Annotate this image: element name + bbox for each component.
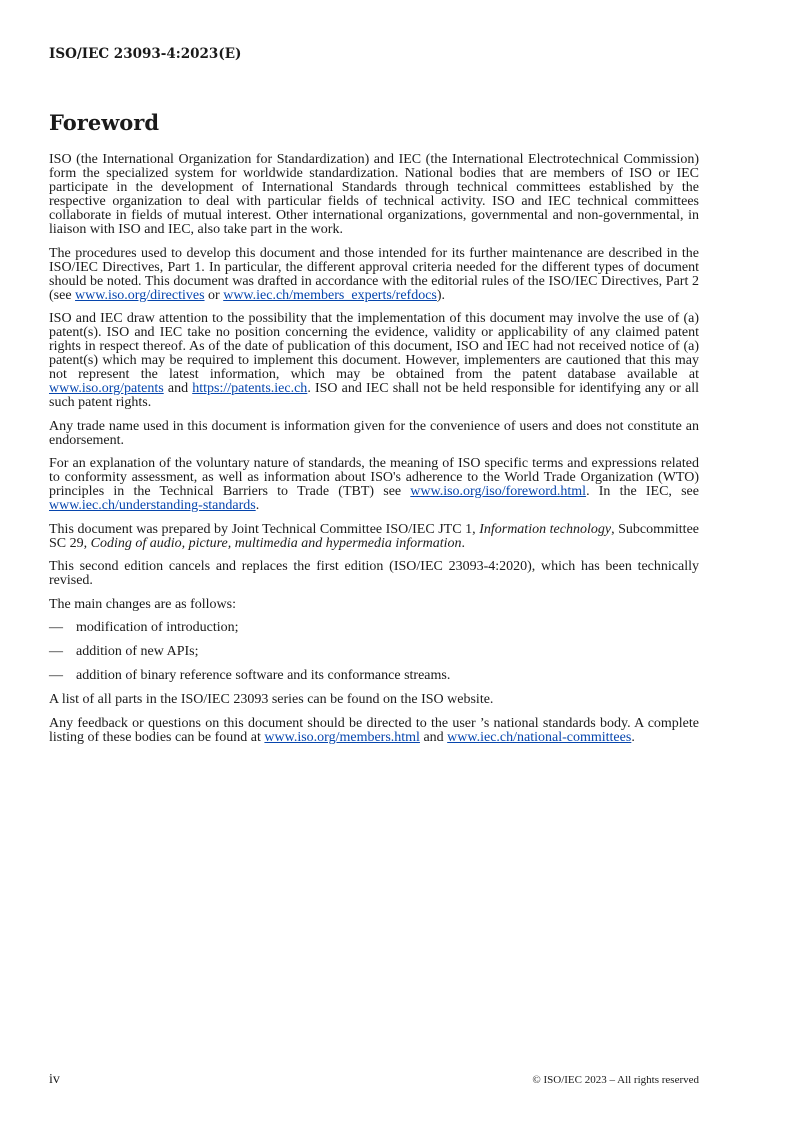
link-iso-members[interactable]: www.iso.org/members.html xyxy=(264,729,420,745)
text: The procedures used to develop this document and those intended for its further maintenance are described in the ISO/IEC Directives, Part 1. In particular, the different approval criteria needed for the different types of document should be noted. This document was drafted in accordance with the editorial rules of the ISO/IEC Directives, Part 2 (see xyxy=(49,245,699,303)
link-iec-understanding-standards[interactable]: www.iec.ch/understanding-standards xyxy=(49,498,256,513)
dash-bullet: — xyxy=(49,620,63,635)
text: . xyxy=(255,498,260,513)
paragraph-voluntary-nature xyxy=(49,457,699,513)
link-iec-national-committees[interactable]: www.iec.ch/national-committees xyxy=(447,729,632,745)
paragraph-organizations: ISO (the International Organization for Standardization) and IEC (the International Electrotechnical Commission) form the specialized system for worldwide standardization. National bodies that are members of ISO or IEC participate in the development of International Standards through technical committees established by the respective organization to deal with particular fields of technical activity. ISO and IEC technical committees collaborate in fields of mutual interest. Other international organizations, governmental and non-governmental, in liaison with ISO and IEC, also take part in the work. xyxy=(49,152,699,237)
link-iso-directives[interactable]: www.iso.org/directives xyxy=(75,287,205,303)
paragraph-trade-name: Any trade name used in this document is information given for the convenience of users and does not constitute an endorsement. xyxy=(49,418,699,448)
page-title: Foreword xyxy=(49,110,160,135)
text: . xyxy=(461,535,465,551)
link-iso-foreword[interactable]: www.iso.org/iso/foreword.html xyxy=(410,484,587,499)
paragraph-main-changes: The main changes are as follows: xyxy=(49,596,236,612)
paragraph-procedures xyxy=(49,247,699,303)
paragraph-patents xyxy=(49,312,699,410)
text: ). xyxy=(436,287,446,303)
text: . ISO and IEC shall not be held responsible for identifying any or all such patent rights. xyxy=(49,381,699,410)
text: This document was prepared by Joint Technical Committee ISO/IEC JTC 1, xyxy=(49,521,480,537)
text: For an explanation of the voluntary nature of standards, the meaning of ISO specific terms and expressions related to conformity assessment, as well as information about ISO's adherence to the World Trade Organization (WTO) principles in the Technical Barriers to Trade (TBT) see xyxy=(49,456,699,499)
text: , Subcommittee SC 29, xyxy=(49,521,699,551)
link-iec-patents[interactable]: https://patents.iec.ch xyxy=(192,381,308,396)
list-item-text: addition of new APIs; xyxy=(76,644,199,659)
paragraph-series-list: A list of all parts in the ISO/IEC 23093 series can be found on the ISO website. xyxy=(49,692,494,707)
dash-bullet: — xyxy=(49,668,63,683)
list-item-text: addition of binary reference software and its conformance streams. xyxy=(76,668,451,683)
list-item xyxy=(49,621,699,635)
list-item xyxy=(49,645,699,659)
text: and xyxy=(163,381,193,396)
list-item-text: modification of introduction; xyxy=(76,620,239,635)
paragraph-edition: This second edition cancels and replaces the first edition (ISO/IEC 23093-4:2020), which has been technically revised. xyxy=(49,559,699,588)
document-id-header: ISO/IEC 23093-4:2023(E) xyxy=(49,46,242,62)
list-item xyxy=(49,669,699,683)
paragraph-prepared-by xyxy=(49,523,699,551)
paragraph-feedback xyxy=(49,717,699,745)
link-iec-refdocs[interactable]: www.iec.ch/members_experts/refdocs xyxy=(223,287,437,303)
text: ISO and IEC draw attention to the possibility that the implementation of this document may involve the use of (a) patent(s). ISO and IEC take no position concerning the evidence, validity or applicability of any claimed patent rights in respect thereof. As of the date of publication of this document, ISO and IEC had not received notice of (a) patent(s) which may be required to implement this document. However, implementers are cautioned that this may not represent the latest information, which may be obtained from the patent database available at xyxy=(49,311,699,382)
italic-committee-name: Information technology xyxy=(479,521,612,537)
italic-subcommittee-name: Coding of audio, picture, multimedia and hypermedia information xyxy=(90,535,462,551)
text: and xyxy=(419,729,448,745)
text: . xyxy=(631,729,635,745)
text: or xyxy=(204,287,224,303)
dash-bullet: — xyxy=(49,644,63,659)
text: . In the IEC, see xyxy=(586,484,699,499)
link-iso-patents[interactable]: www.iso.org/patents xyxy=(49,381,164,396)
foreword-body xyxy=(49,153,699,754)
copyright-notice: © ISO/IEC 2023 – All rights reserved xyxy=(532,1074,699,1086)
page-number: iv xyxy=(49,1072,60,1087)
text: Any feedback or questions on this document should be directed to the user ’s national standards body. A complete listing of these bodies can be found at xyxy=(49,715,699,745)
